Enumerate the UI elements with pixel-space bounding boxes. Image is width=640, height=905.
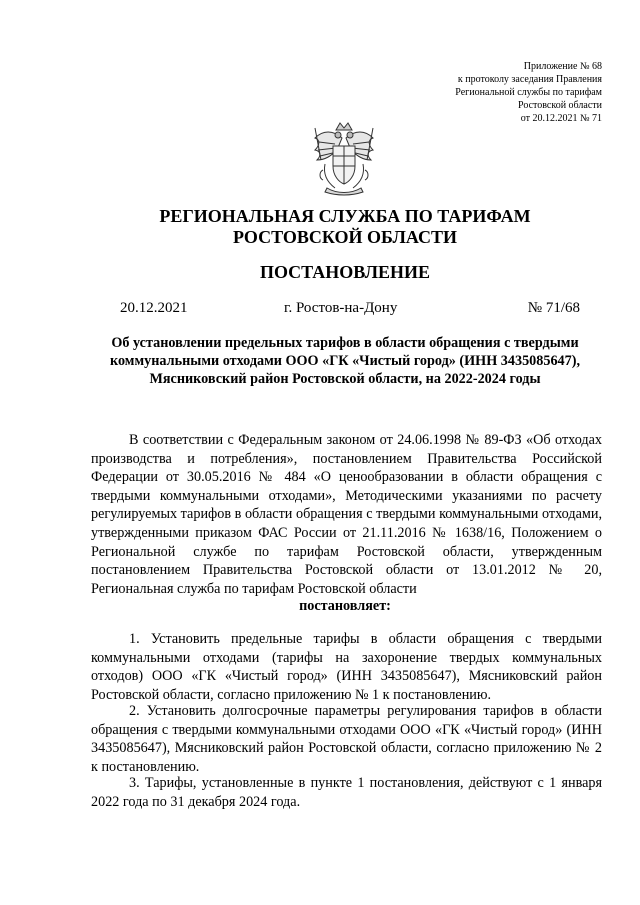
resolves-heading: постановляет: [299, 598, 391, 614]
resolution-item-1: 1. Установить предельные тарифы в области обращения с твердыми коммунальными отходами (тарифы на захоронение твердых коммунальных отходов) ООО «ГК «Чистый город» (ИНН 3435085647), Мясниковский район Ростовской области, согласно приложению № 1 к постановлению. [91, 631, 602, 703]
document-subject: Об установлении предельных тарифов в области обращения с твердыми коммунальными отходами ООО «ГК «Чистый город» (ИНН 3435085647), Мясниковский район Ростовской области, на 2022-2024 годы [109, 335, 580, 387]
agency-name-line1: РЕГИОНАЛЬНАЯ СЛУЖБА ПО ТАРИФАМ [159, 206, 531, 226]
document-city: г. Ростов-на-Дону [284, 300, 398, 316]
appendix-line: Приложение № 68 [523, 61, 602, 72]
appendix-note [342, 60, 602, 125]
preamble-paragraph: В соответствии с Федеральным законом от 24.06.1998 № 89-ФЗ «Об отходах производства и потребления», постановлением Правительства Российской Федерации от 30.05.2016 № 484 «О ценообразовании в области обращения с твердыми коммунальными отходами», Методическими указаниями по расчету регулируемых тарифов в области обращения с твердыми коммунальными отходами, утвержденными приказом ФАС России от 21.11.2016 № 1638/16, Положением о Региональной службе по тарифам Ростовской области, утвержденным постановлением Правительства Ростовской области от 13.01.2012 № 20, Региональная служба по тарифам Ростовской области [91, 432, 602, 597]
appendix-line: к протоколу заседания Правления [457, 74, 602, 85]
appendix-line: Региональной службы по тарифам [455, 87, 602, 98]
agency-name-line2: РОСТОВСКОЙ ОБЛАСТИ [233, 227, 457, 247]
document-type: ПОСТАНОВЛЕНИЕ [259, 262, 431, 282]
resolution-item-2: 2. Установить долгосрочные параметры регулирования тарифов в области обращения с твердыми коммунальными отходами ООО «ГК «Чистый город» (ИНН 3435085647), Мясниковский район Ростовской области, согласно приложению № 2 к постановлению. [91, 703, 602, 775]
resolution-item-3: 3. Тарифы, установленные в пункте 1 постановления, действуют с 1 января 2022 года по 31 декабря 2024 года. [91, 775, 602, 810]
appendix-line: Ростовской области [518, 100, 602, 111]
document-number: № 71/68 [527, 300, 580, 316]
coat-of-arms-icon [311, 120, 377, 196]
document-date: 20.12.2021 [120, 300, 188, 316]
agency-name [90, 206, 600, 248]
document-meta [120, 300, 580, 318]
appendix-line: от 20.12.2021 № 71 [520, 113, 602, 124]
